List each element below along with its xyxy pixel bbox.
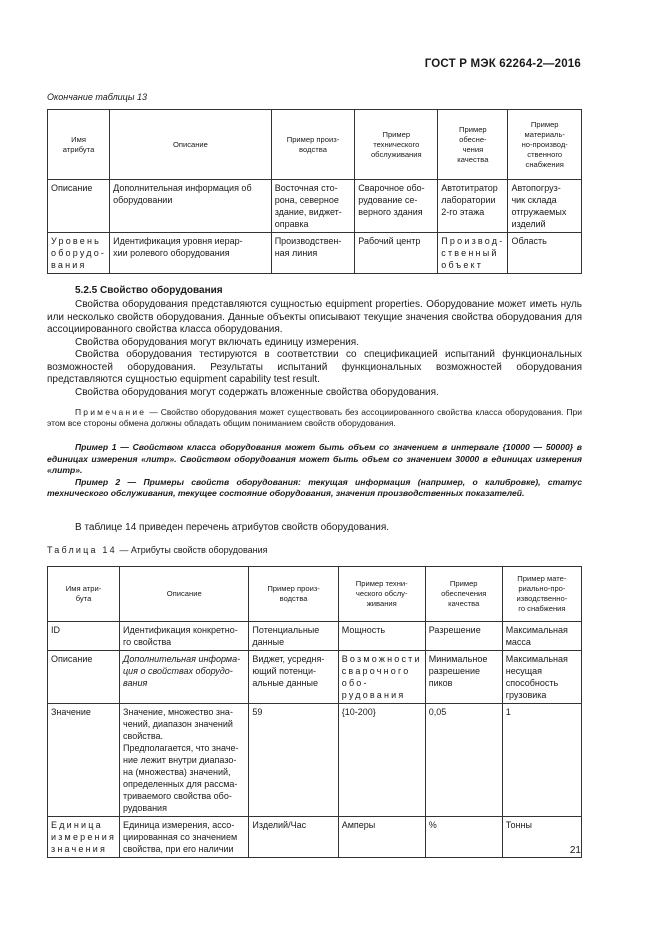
table-cell: Значение (48, 704, 120, 817)
table-row (48, 651, 582, 704)
table-row (48, 233, 582, 274)
paragraph: Свойства оборудования представляются сущностью equipment properties. Оборудование может иметь нуль или несколько свойств оборудования. Данные объекты описывают текущие значения свойства оборудования для ассоциированного свойства класса оборудования. (47, 299, 582, 335)
table-cell: Описание (48, 651, 120, 704)
table14-intro: В таблице 14 приведен перечень атрибутов свойств оборудования. (75, 522, 390, 533)
table13-header-cell: Пример технического обслуживания (355, 110, 438, 180)
table-cell: Восточная сто- рона, северное здание, виджет- оправка (271, 180, 355, 233)
examples (47, 442, 582, 500)
table13-caption: Окончание таблицы 13 (47, 92, 147, 102)
table-cell: Виджет, усредня- ющий потенци- альные данные (249, 651, 338, 704)
table-cell: ID (48, 622, 120, 651)
table-cell: Дополнительная информа- ция о свойствах оборудо- вания (120, 651, 249, 704)
table14-header-cell: Пример обеспечения качества (425, 567, 502, 622)
table-cell: Идентификация конкретно- го свойства (120, 622, 249, 651)
paragraph: Свойства оборудования тестируются в соответствии со спецификацией испытаний функциональных возможностей оборудования. Результаты испытаний функциональных возможностей оборудования представляются сущностью equipment capability test result. (47, 349, 582, 385)
table-cell: Производ- ственный объект (438, 233, 508, 274)
table13-header-cell: Описание (110, 110, 272, 180)
table-cell: % (425, 817, 502, 858)
table-cell: Разрешение (425, 622, 502, 651)
table-cell: Значение, множество зна- чений, диапазон значений свойства. Предполагается, что значе- ние лежит внутри диапазо- на (множества) значений, определенных для рассма- триваемого свойства обо- рудования (120, 704, 249, 817)
table-cell: Тонны (502, 817, 581, 858)
table14-header-row (48, 567, 582, 622)
table-row (48, 622, 582, 651)
table13-header-cell: Имя атрибута (48, 110, 110, 180)
table-14 (47, 566, 582, 858)
table14-caption-text: — Атрибуты свойств оборудования (116, 545, 268, 555)
table-13 (47, 109, 582, 274)
page-number: 21 (569, 845, 581, 856)
table-cell: Описание (48, 180, 110, 233)
table-cell: Рабочий центр (355, 233, 438, 274)
table14-caption-label: Таблица 14 (47, 545, 117, 555)
table-cell: Область (508, 233, 582, 274)
table-cell: Автопогруз- чик склада отгружаемых изделий (508, 180, 582, 233)
note (47, 407, 582, 429)
paragraph: Свойства оборудования могут содержать вложенные свойства оборудования. (75, 386, 439, 398)
table-cell: {10-200} (338, 704, 425, 817)
table14-header-cell: Пример мате- риально-про- изводственно- го снабжения (502, 567, 581, 622)
table-cell: Мощность (338, 622, 425, 651)
table-cell: Идентификация уровня иерар- хии ролевого оборудования (110, 233, 272, 274)
table13-header-cell: Пример материаль- но-производ- ственного снабжения (508, 110, 582, 180)
table-cell: Сварочное обо- рудование се- верного здания (355, 180, 438, 233)
table-cell: Возможности сварочного обо- рудования (338, 651, 425, 704)
table14-header-cell: Описание (120, 567, 249, 622)
table-cell: Автотитратор лаборатории 2-го этажа (438, 180, 508, 233)
table14-header-cell: Пример техни- ческого обслу- живания (338, 567, 425, 622)
table-cell: Производствен- ная линия (271, 233, 355, 274)
table13-header-cell: Пример произ- водства (271, 110, 355, 180)
table-row (48, 817, 582, 858)
section-heading: 5.2.5 Свойство оборудования (75, 285, 223, 296)
table-row (48, 704, 582, 817)
example-1: Пример 1 — Свойством класса оборудования может быть объем со значением в интервале {10000 — 50000} в единицах измерения «литр». Свойством оборудования может быть объем со значением 30000 в единицах измерения «литр». (47, 442, 582, 475)
paragraph: Свойства оборудования могут включать единицу измерения. (75, 336, 360, 348)
table-cell: Единица измерения значения (48, 817, 120, 858)
table-row (48, 180, 582, 233)
table-cell: 59 (249, 704, 338, 817)
table13-header-cell: Пример обесне- чения качества (438, 110, 508, 180)
table-cell: Амперы (338, 817, 425, 858)
table-cell: Минимальное разрешение пиков (425, 651, 502, 704)
table-cell: 0,05 (425, 704, 502, 817)
table-cell: Потенциальные данные (249, 622, 338, 651)
table14-caption (47, 545, 268, 555)
table-cell: Уровень оборудо- вания (48, 233, 110, 274)
table14-header-cell: Пример произ- водства (249, 567, 338, 622)
table-cell: 1 (502, 704, 581, 817)
table-cell: Максимальная несущая способность грузовика (502, 651, 581, 704)
table-cell: Изделий/Час (249, 817, 338, 858)
table-cell: Дополнительная информация об оборудовании (110, 180, 272, 233)
table-cell: Максимальная масса (502, 622, 581, 651)
table13-header-row (48, 110, 582, 180)
document-header: ГОСТ Р МЭК 62264-2—2016 (424, 58, 581, 70)
note-label: Примечание (75, 407, 147, 417)
example-2: Пример 2 — Примеры свойств оборудования: текущая информация (например, о калибровке), статус технического обслуживания, текущее состояние оборудования, значения производственных показателей. (47, 476, 582, 498)
note-text: — Свойство оборудования может существовать без ассоциированного свойства класса оборудования. При этом все стороны обмена должны обладать общим пониманием свойств оборудования. (47, 407, 582, 428)
table-cell: Единица измерения, ассо- циированная со значением свойства, при его наличии (120, 817, 249, 858)
section-body (47, 299, 582, 399)
table14-header-cell: Имя атри- бута (48, 567, 120, 622)
